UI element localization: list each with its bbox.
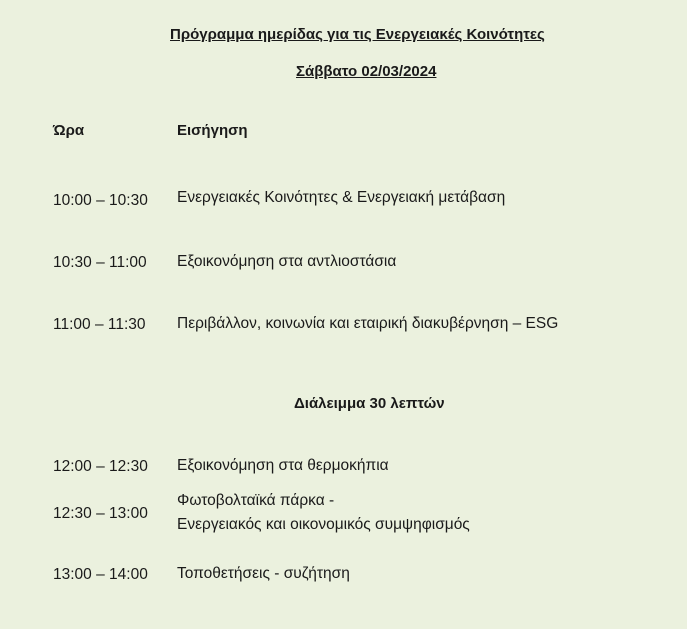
break-label: Διάλειμμα 30 λεπτών — [294, 395, 445, 412]
document-title: Πρόγραμμα ημερίδας για τις Ενεργειακές Κοινότητες — [170, 26, 545, 43]
session-time: 12:00 – 12:30 — [53, 458, 148, 475]
session-topic: Τοποθετήσεις - συζήτηση — [177, 565, 350, 582]
session-topic: Περιβάλλον, κοινωνία και εταιρική διακυβέρνηση – ESG — [177, 315, 559, 332]
session-topic: Εξοικονόμηση στα αντλιοστάσια — [177, 253, 397, 270]
session-topic: Εξοικονόμηση στα θερμοκήπια — [177, 457, 389, 474]
session-time: 11:00 – 11:30 — [53, 316, 146, 333]
session-topic-line-2: Ενεργειακός και οικονομικός συμψηφισμός — [177, 516, 470, 533]
session-time: 13:00 – 14:00 — [53, 566, 148, 583]
session-time: 10:00 – 10:30 — [53, 192, 148, 209]
document-date: Σάββατο 02/03/2024 — [296, 63, 437, 80]
column-header-topic: Εισήγηση — [177, 122, 248, 139]
session-topic: Ενεργειακές Κοινότητες & Ενεργειακή μετάβαση — [177, 189, 506, 206]
session-time: 12:30 – 13:00 — [53, 505, 148, 522]
session-time: 10:30 – 11:00 — [53, 254, 147, 271]
session-topic-line-1: Φωτοβολταϊκά πάρκα - — [177, 492, 335, 509]
column-header-time: Ώρα — [53, 122, 85, 139]
